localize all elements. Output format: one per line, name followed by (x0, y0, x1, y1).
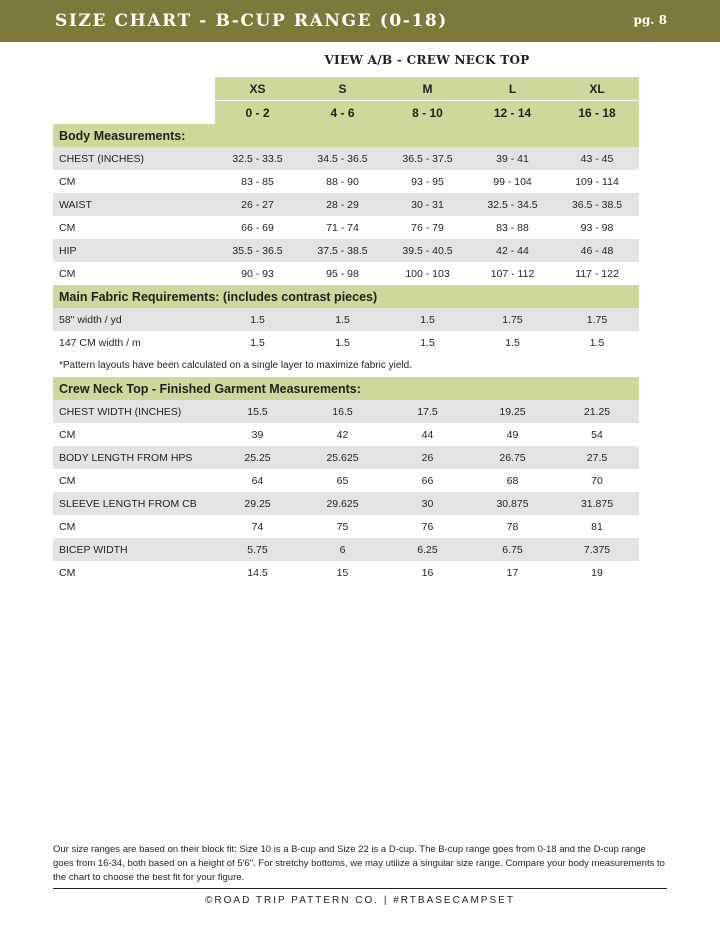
section-header (53, 124, 639, 147)
size-chart-table (53, 77, 639, 584)
table-row (53, 400, 639, 423)
size-label: M (385, 77, 470, 101)
measurement-cell: 26 (385, 446, 470, 469)
table-row (53, 308, 639, 331)
measurement-cell: 1.5 (300, 308, 385, 331)
measurement-cell: 16 (421, 566, 434, 579)
measurement-cell: 43 - 45 (555, 147, 639, 170)
measurement-cell: 16.5 (300, 400, 385, 423)
measurement-cell: 39 (251, 428, 264, 441)
measurement-cell: 7.375 (555, 538, 639, 561)
measurement-cell: 83 - 85 (241, 175, 274, 188)
table-row (53, 515, 639, 538)
section-title: Crew Neck Top - Finished Garment Measurements: (53, 377, 639, 400)
measurement-cell: 44 (421, 428, 434, 441)
row-label: HIP (53, 239, 215, 262)
header-spacer (53, 101, 215, 125)
measurement-cell: 6 (300, 538, 385, 561)
measurement-cell: 30.875 (470, 492, 555, 515)
measurement-cell: 14.5 (247, 566, 268, 579)
row-label: CHEST WIDTH (INCHES) (53, 400, 215, 423)
measurement-cell: 66 - 69 (241, 221, 274, 234)
section-header (53, 377, 639, 400)
measurement-cell: 26.75 (470, 446, 555, 469)
row-label: BODY LENGTH FROM HPS (53, 446, 215, 469)
table-row (53, 561, 639, 584)
measurement-cell: 1.5 (335, 336, 350, 349)
measurement-cell: 76 - 79 (411, 221, 444, 234)
measurement-cell: 17 (506, 566, 519, 579)
row-label: CM (59, 221, 76, 234)
table-row (53, 446, 639, 469)
measurement-cell: 25.625 (300, 446, 385, 469)
measurement-cell: 15.5 (215, 400, 300, 423)
measurement-cell: 6.25 (385, 538, 470, 561)
measurement-cell: 117 - 122 (575, 267, 619, 280)
measurement-cell: 76 (421, 520, 434, 533)
size-range: 0 - 2 (215, 101, 300, 125)
table-row (53, 469, 639, 492)
table-row (53, 193, 639, 216)
measurement-cell: 54 (591, 428, 603, 441)
row-label: CHEST (INCHES) (53, 147, 215, 170)
measurement-cell: 30 - 31 (385, 193, 470, 216)
table-row (53, 216, 639, 239)
row-label: 147 CM width / m (59, 336, 141, 349)
footer-note: Our size ranges are based on their block fit: Size 10 is a B-cup and Size 22 is a D-cup. The B-cup range goes from 0-18 and the D-cup range goes from 16-34, both based on a height of 5'6". For stretchy bottoms, we may utilize a singular size range. Compare your body measurements to the chart to choose the best fit for your figure. (53, 844, 665, 883)
section-title: Main Fabric Requirements: (includes contrast pieces) (53, 285, 639, 308)
page-number: pg. 8 (633, 13, 667, 27)
page-title: SIZE CHART - B-CUP RANGE (0-18) (55, 11, 448, 31)
size-label: XL (555, 77, 639, 101)
header-bar (0, 0, 720, 42)
measurement-cell: 78 (506, 520, 519, 533)
measurement-cell: 65 (336, 474, 349, 487)
measurement-cell: 66 (421, 474, 434, 487)
measurement-cell: 15 (336, 566, 349, 579)
row-label: CM (59, 175, 76, 188)
measurement-cell: 46 - 48 (555, 239, 639, 262)
table-row (53, 538, 639, 561)
measurement-cell: 1.75 (555, 308, 639, 331)
measurement-cell: 29.25 (215, 492, 300, 515)
row-label: CM (59, 428, 76, 441)
table-row (53, 262, 639, 285)
measurement-cell: 49 (506, 428, 519, 441)
measurement-cell: 30 (385, 492, 470, 515)
measurement-cell: 107 - 112 (490, 267, 535, 280)
measurement-cell: 27.5 (555, 446, 639, 469)
measurement-cell: 39.5 - 40.5 (385, 239, 470, 262)
size-range: 8 - 10 (385, 101, 470, 125)
size-range: 4 - 6 (300, 101, 385, 125)
measurement-cell: 29.625 (300, 492, 385, 515)
measurement-cell: 1.5 (505, 336, 520, 349)
measurement-cell: 36.5 - 38.5 (555, 193, 639, 216)
section-note: *Pattern layouts have been calculated on a single layer to maximize fabric yield. (59, 360, 412, 371)
measurement-cell: 1.5 (420, 336, 435, 349)
size-chart-body (53, 77, 639, 584)
measurement-cell: 39 - 41 (470, 147, 555, 170)
measurement-cell: 35.5 - 36.5 (215, 239, 300, 262)
measurement-cell: 42 - 44 (470, 239, 555, 262)
row-label: CM (59, 520, 76, 533)
measurement-cell: 99 - 104 (493, 175, 532, 188)
table-row (53, 170, 639, 193)
measurement-cell: 95 - 98 (326, 267, 359, 280)
measurement-cell: 42 (336, 428, 349, 441)
size-label: XS (215, 77, 300, 101)
measurement-cell: 109 - 114 (575, 175, 619, 188)
measurement-cell: 64 (251, 474, 264, 487)
measurement-cell: 17.5 (385, 400, 470, 423)
measurement-cell: 37.5 - 38.5 (300, 239, 385, 262)
section-note-row (53, 354, 639, 377)
measurement-cell: 36.5 - 37.5 (385, 147, 470, 170)
table-row (53, 423, 639, 446)
row-label: CM (59, 566, 76, 579)
header-spacer (53, 77, 215, 101)
measurement-cell: 1.5 (385, 308, 470, 331)
measurement-cell: 25.25 (215, 446, 300, 469)
measurement-cell: 71 - 74 (326, 221, 359, 234)
measurement-cell: 34.5 - 36.5 (300, 147, 385, 170)
size-range-row (53, 101, 639, 125)
measurement-cell: 90 - 93 (241, 267, 274, 280)
section-header (53, 285, 639, 308)
row-label: SLEEVE LENGTH FROM CB (53, 492, 215, 515)
measurement-cell: 1.5 (215, 308, 300, 331)
measurement-cell: 93 - 98 (580, 221, 614, 234)
measurement-cell: 26 - 27 (215, 193, 300, 216)
row-label: CM (59, 267, 76, 280)
table-row (53, 147, 639, 170)
copyright: ©ROAD TRIP PATTERN CO. | #RTBASECAMPSET (205, 895, 515, 906)
table-row (53, 331, 639, 354)
measurement-cell: 31.875 (555, 492, 639, 515)
measurement-cell: 21.25 (555, 400, 639, 423)
size-label: S (300, 77, 385, 101)
row-label: BICEP WIDTH (53, 538, 215, 561)
measurement-cell: 19 (591, 566, 603, 579)
measurement-cell: 28 - 29 (300, 193, 385, 216)
measurement-cell: 1.5 (589, 336, 605, 349)
measurement-cell: 83 - 88 (496, 221, 529, 234)
measurement-cell: 5.75 (215, 538, 300, 561)
size-range: 16 - 18 (555, 101, 639, 125)
size-label: L (470, 77, 555, 101)
size-header-row (53, 77, 639, 101)
table-row (53, 239, 639, 262)
measurement-cell: 70 (591, 474, 603, 487)
measurement-cell: 81 (591, 520, 603, 533)
size-range: 12 - 14 (470, 101, 555, 125)
measurement-cell: 1.5 (250, 336, 265, 349)
measurement-cell: 68 (506, 474, 519, 487)
measurement-cell: 74 (251, 520, 264, 533)
measurement-cell: 100 - 103 (405, 267, 450, 280)
measurement-cell: 6.75 (470, 538, 555, 561)
view-title: VIEW A/B - CREW NECK TOP (324, 53, 530, 67)
row-label: CM (59, 474, 76, 487)
measurement-cell: 1.75 (470, 308, 555, 331)
footer-divider (53, 888, 667, 889)
measurement-cell: 88 - 90 (326, 175, 359, 188)
row-label: WAIST (53, 193, 215, 216)
row-label: 58" width / yd (53, 308, 215, 331)
measurement-cell: 19.25 (470, 400, 555, 423)
measurement-cell: 75 (336, 520, 349, 533)
measurement-cell: 32.5 - 33.5 (215, 147, 300, 170)
measurement-cell: 93 - 95 (411, 175, 444, 188)
section-title: Body Measurements: (53, 124, 639, 147)
table-row (53, 492, 639, 515)
measurement-cell: 32.5 - 34.5 (470, 193, 555, 216)
